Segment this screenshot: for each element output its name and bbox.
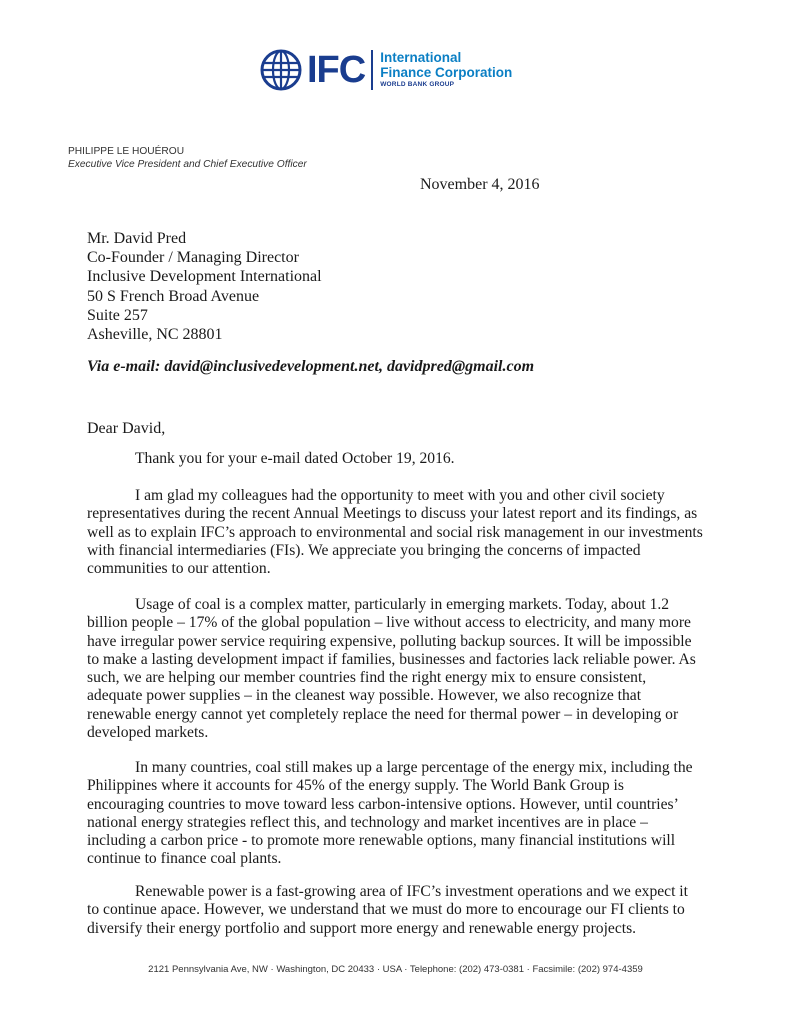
logo-line-2: Finance Corporation xyxy=(380,64,513,80)
logo-divider xyxy=(371,50,373,90)
recipient-line: Co-Founder / Managing Director xyxy=(87,249,299,267)
ifc-logo xyxy=(259,48,512,92)
body-paragraph: I am glad my colleagues had the opportunity to meet with you and other civil society representatives during the recent Annual Meetings to discuss your latest report and its findings, as well as to explain IFC’s approach to environmental and social risk management in our investments with financial intermediaries (FIs). We appreciate you bringing the concerns of impacted communities to our attention. xyxy=(87,487,703,578)
recipient-line: 50 S French Broad Avenue xyxy=(87,287,260,305)
recipient-line: Asheville, NC 28801 xyxy=(87,326,223,344)
globe-icon xyxy=(259,48,303,92)
salutation: Dear David, xyxy=(87,420,166,437)
sender-name: PHILIPPE LE HOUÉROU xyxy=(68,146,185,157)
via-email-line: Via e-mail: david@inclusivedevelopment.net, davidpred@gmail.com xyxy=(87,358,535,375)
logo-line-1: International xyxy=(380,50,462,66)
recipient-line: Inclusive Development International xyxy=(87,268,322,286)
recipient-address xyxy=(87,229,322,344)
letter-date: November 4, 2016 xyxy=(420,176,540,193)
sender-block xyxy=(68,145,307,171)
body-paragraph: Usage of coal is a complex matter, particularly in emerging markets. Today, about 1.2 billion people – 17% of the global population – live without access to electricity, and many more have irregular power service requiring expensive, polluting backup sources. It will be impossible to make a lasting development impact if families, businesses and factories lack reliable power. As such, we are helping our member countries find the right energy mix to ensure consistent, adequate power supplies – in the cleanest way possible. However, we also recognize that renewable energy cannot yet completely replace the need for thermal power – in developing or developed markets. xyxy=(87,596,696,742)
body-paragraph: In many countries, coal still makes up a large percentage of the energy mix, including the Philippines where it accounts for 45% of the energy supply. The World Bank Group is encouraging countries to move toward less carbon-intensive options. However, until countries’ national energy strategies reflect this, and technology and market incentives are in place – including a carbon price - to promote more renewable options, many financial institutions will continue to finance coal plants. xyxy=(87,759,693,868)
logo-line-3: WORLD BANK GROUP xyxy=(380,80,455,88)
recipient-line: Mr. David Pred xyxy=(87,230,187,247)
logo-mark: IFC xyxy=(307,49,366,91)
recipient-line: Suite 257 xyxy=(87,306,148,324)
sender-title: Executive Vice President and Chief Executive Officer xyxy=(68,159,307,170)
letterhead-footer: 2121 Pennsylvania Ave, NW · Washington, DC 20433 · USA · Telephone: (202) 473-0381 · Facsimile: (202) 974-4359 xyxy=(148,964,643,975)
body-paragraph: Thank you for your e-mail dated October 19, 2016. xyxy=(135,450,455,467)
body-paragraph: Renewable power is a fast-growing area of IFC’s investment operations and we expect it to continue apace. However, we understand that we must do more to encourage our FI clients to diversify their energy portfolio and support more energy and renewable energy projects. xyxy=(87,883,688,937)
logo-wordmark xyxy=(380,51,512,88)
